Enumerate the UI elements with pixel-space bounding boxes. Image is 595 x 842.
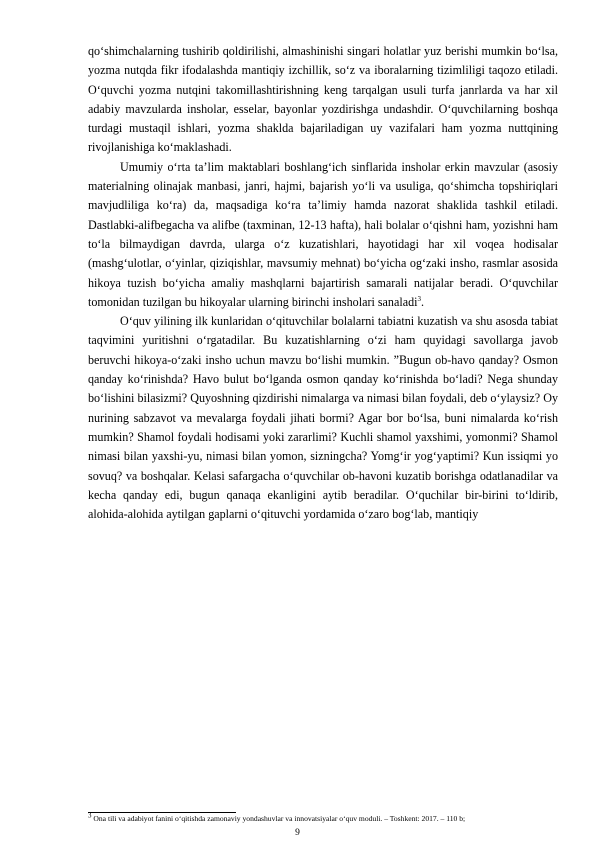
footnote-separator bbox=[88, 812, 236, 813]
paragraph-tabiat bbox=[88, 312, 558, 524]
paragraph-insholar: Umumiy o‘rta ta’lim maktablari boshlang‘ich sinflarida insholar erkin mavzular (asosiy materialning olinajak manbasi, janri, hajmi, bajarish yo‘li va usuliga, qo‘shimcha topshiriqlari mavjudliliga ko‘ra) da, maqsadiga ko‘ra ta’limiy hamda nazorat shaklida tashkil etiladi. Dastlabki-alifbegacha va alifbe (taxminan, 12-13 hafta), hali bolalar o‘qishni ham, yozishni ham to‘la bilmaydigan davrda, ularga o‘z kuzatishlari, hayotidagi har xil voqea hodisalar (mashg‘ulotlar, o‘yinlar, qiziqishlar, mavsumiy mehnat) bo‘yicha og‘zaki insho, rasmlar asosida hikoya tuzish bo‘yicha amaliy mashqlarni bajartirish samarali natijalar beradi. O‘quvchilar tomonidan tuzilgan bu hikoyalar ularning birinchi insholari sanaladi$^3$. bbox=[88, 159, 558, 309]
paragraph-text: qo‘shimchalarning tushirib qoldirilishi, almashinishi singari holatlar yuz berishi mumkin bo‘lsa, yozma nutqda fikr ifodalashda mantiqiy izchillik, so‘z va iboralarning tizimliligi taqozo etiladi. O‘quvchi yozma nutqini takomillashtirishning keng tarqalgan usuli turfa janrlarda va har xil adabiy mavzularda insholar, esselar, bayonlar yozdirishga undashdir. O‘quvchilarning boshqa turdagi mustaqil ishlari, yozma shaklda bajariladigan uy vazifalari ham yozma nuttqining rivojlanishiga ko‘maklashadi. bbox=[88, 44, 558, 155]
footnote-reference[interactable]: 3 bbox=[417, 294, 421, 303]
paragraph-text: O‘quv yilining ilk kunlaridan o‘qituvchilar bolalarni tabiatni kuzatish va shu asosda tabiat taqvimini yuritishni o‘rgatadilar. Bu kuzatishlarning o‘zi ham quyidagi savollarga javob beruvchi hikoya-o‘zaki insho uchun mavzu bo‘lishi mumkin. ”Bugun ob-havo qanday? Osmon qanday ko‘rinishda? Havo bulut bo‘lganda osmon qanday ko‘rinishda bo‘ladi? Nega shunday bo‘lishini bilasizmi? Quyoshning qizdirishi nimalarga va nimasi bilan foydali, deb o‘ylaysiz? Oy nurining sabzavot va mevalarga foydali jihati bormi? Agar bor bo‘lsa, buni nimalarda ko‘rish mumkin? Shamol foydali hodisami yoki zararlimi? Kuchli shamol yaxshimi, yomonmi? Shamol nimasi bilan yaxshi-yu, nimasi bilan yomon, sizningcha? Yomg‘ir yog‘yaptimi? Kun issiqmi yo sovuq? va boshqalar. Kelasi safargacha o‘quvchilar ob-havoni kuzatib borishga odatlanadilar va kecha qanday edi, bugun qanaqa ekanligini aytib beradilar. O‘quchilar bir-birini to‘ldirib, alohida-alohida aytilgan gaplarni o‘qituvchi yordamida o‘zaro bog‘lab, mantiqiy bbox=[88, 314, 558, 522]
paragraph-continuation bbox=[88, 42, 558, 158]
body-text bbox=[88, 42, 558, 524]
footnote-marker: 3 bbox=[88, 811, 92, 820]
page-number: 9 bbox=[295, 828, 300, 838]
footnote bbox=[88, 811, 558, 824]
footnote-text: Ona tili va adabiyot fanini o‘qitishda zamonaviy yondashuvlar va innovatsiyalar o‘quv moduli. – Toshkent: 2017. – 110 b; bbox=[93, 814, 466, 823]
paragraph-text: Umumiy o‘rta ta’lim maktablari boshlang‘ich sinflarida insholar erkin mavzular (asosiy materialning olinajak manbasi, janri, hajmi, bajarish yo‘li va usuliga, qo‘shimcha topshiriqlari mavjudliliga ko‘ra) da, maqsadiga ko‘ra ta’limiy hamda nazorat shaklida tashkil etiladi. Dastlabki-alifbegacha va alifbe (taxminan, 12-13 hafta), hali bolalar o‘qishni ham, yozishni ham to‘la bilmaydigan davrda, ularga o‘z kuzatishlari, hayotidagi har xil voqea hodisalar (mashg‘ulotlar, o‘yinlar, qiziqishlar, mavsumiy mehnat) bo‘yicha og‘zaki insho, rasmlar asosida hikoya tuzish bo‘yicha amaliy mashqlarni bajartirish samarali natijalar beradi. O‘quvchilar tomonidan tuzilgan bu hikoyalar ularning birinchi insholari sanaladi bbox=[88, 159, 558, 309]
